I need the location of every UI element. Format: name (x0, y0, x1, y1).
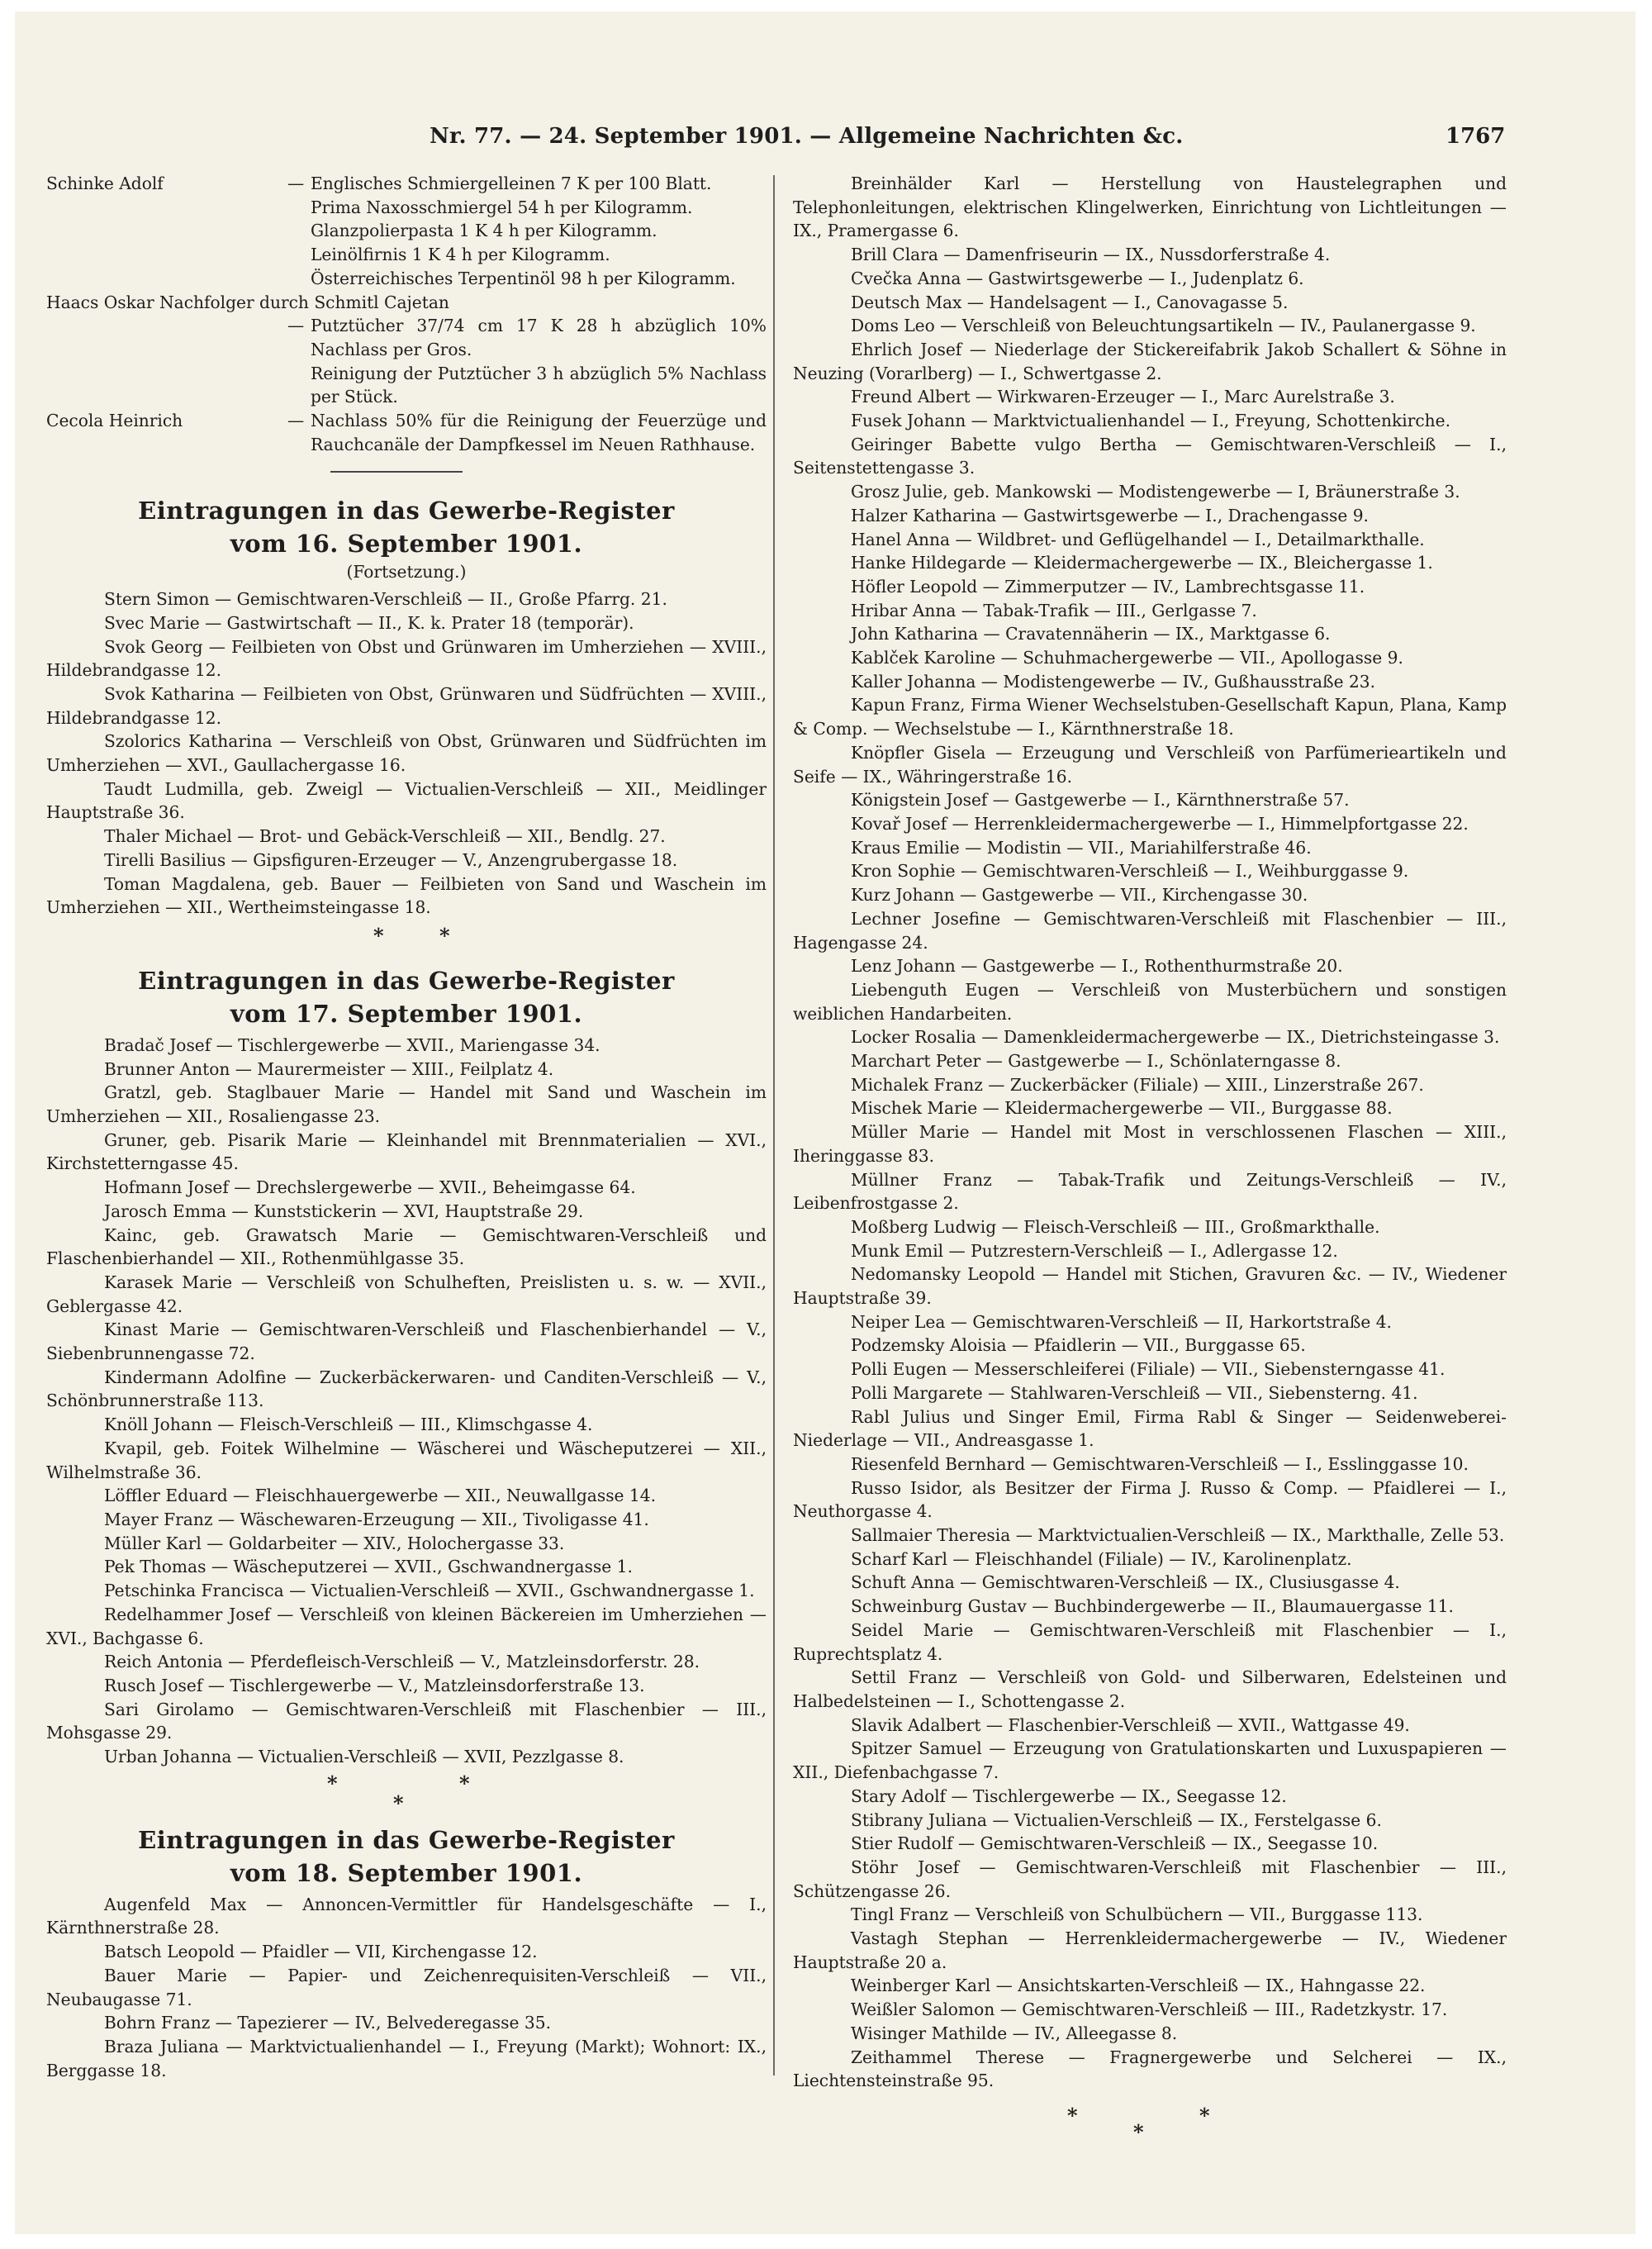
entries-list (46, 1034, 767, 1769)
page-number: 1767 (1446, 124, 1506, 149)
register-entry: Müller Marie — Handel mit Most in verschlossenen Flaschen — XIII., Iheringgasse 83. (793, 1122, 1507, 1166)
register-entry: Pek Thomas — Wäscheputzerei — XVII., Gschwandnergasse 1. (104, 1557, 633, 1577)
register-entry: Scharf Karl — Fleischhandel (Filiale) — IV., Karolinenplatz. (851, 1548, 1352, 1569)
register-entry: Kinast Marie — Gemischtwaren-Verschleiß und Flaschenbierhandel — V., Siebenbrunnengasse 72. (46, 1319, 767, 1364)
register-entry: Kindermann Adolfine — Zuckerbäckerwaren- und Canditen-Verschleiß — V., Schönbrunnerstraße 113. (46, 1367, 767, 1411)
register-entry: Polli Margarete — Stahlwaren-Verschleiß — VII., Siebensterng. 41. (851, 1382, 1418, 1403)
register-entry: Lenz Johann — Gastgewerbe — I., Rothenthurmstraße 20. (851, 956, 1343, 977)
register-entry: Podzemsky Aloisia — Pfaidlerin — VII., Burggasse 65. (851, 1335, 1306, 1356)
register-entry: Hofmann Josef — Drechslergewerbe — XVII., Beheimgasse 64. (104, 1177, 636, 1198)
register-entry: Mayer Franz — Wäschewaren-Erzeugung — XII., Tivoligasse 41. (104, 1510, 649, 1529)
register-entry: Tingl Franz — Verschleiß von Schulbüchern — VII., Burggasse 113. (851, 1904, 1423, 1925)
notice-line: Österreichisches Terpentinöl 98 h per Kilogramm. (311, 268, 736, 288)
register-entry: Weißler Salomon — Gemischtwaren-Verschleiß — III., Radetzkystr. 17. (851, 1999, 1448, 2020)
section-heading: Eintragungen in das Gewerbe-Register (138, 1825, 675, 1854)
register-entry: Braza Juliana — Marktvictualienhandel — I., Freyung (Markt); Wohnort: IX., Berggasse 18. (46, 2036, 767, 2080)
notice-line: Putztücher 37/74 cm 17 K 28 h abzüglich 10% Nachlass per Gros. (311, 316, 767, 359)
register-entry: Munk Emil — Putzrestern-Verschleiß — I., Adlergasse 12. (851, 1240, 1338, 1261)
section-heading: Eintragungen in das Gewerbe-Register (138, 497, 675, 525)
star-separator: * * (373, 923, 450, 948)
register-entry: Kablček Karoline — Schuhmachergewerbe — VII., Apollogasse 9. (851, 648, 1403, 668)
register-entry: Stary Adolf — Tischlergewerbe — IX., Seegasse 12. (851, 1785, 1287, 1806)
register-entry: Weinberger Karl — Ansichtskarten-Verschleiß — IX., Hahngasse 22. (851, 1976, 1426, 1996)
register-entry: Lechner Josefine — Gemischtwaren-Verschleiß mit Flaschenbier — III., Hagengasse 24. (793, 908, 1507, 953)
register-entry: Stier Rudolf — Gemischtwaren-Verschleiß — IX., Seegasse 10. (851, 1833, 1379, 1854)
register-entry: Grosz Julie, geb. Mankowski — Modistengewerbe — I, Bräunerstraße 3. (851, 482, 1460, 502)
register-entry: Rusch Josef — Tischlergewerbe — V., Matzleinsdorferstraße 13. (104, 1675, 645, 1695)
register-entry: Moßberg Ludwig — Fleisch-Verschleiß — III., Großmarkthalle. (851, 1216, 1380, 1237)
register-entry: Schweinburg Gustav — Buchbindergewerbe — II., Blaumauergasse 11. (851, 1596, 1454, 1617)
register-entry: Kovař Josef — Herrenkleidermachergewerbe — I., Himmelpfortgasse 22. (851, 813, 1469, 834)
register-entry: Locker Rosalia — Damenkleidermachergewerbe — IX., Dietrichsteingasse 3. (851, 1027, 1500, 1048)
register-entry: Sallmaier Theresia — Marktvictualien-Verschleiß — IX., Markthalle, Zelle 53. (851, 1525, 1505, 1546)
register-entry: Neiper Lea — Gemischtwaren-Verschleiß — II, Harkortstraße 4. (851, 1311, 1392, 1332)
register-entry: Kron Sophie — Gemischtwaren-Verschleiß — I., Weihburggasse 9. (851, 861, 1409, 882)
register-entry: Jarosch Emma — Kunststickerin — XVI, Hauptstraße 29. (104, 1201, 584, 1221)
register-entry: Mischek Marie — Kleidermachergewerbe — VII., Burggasse 88. (851, 1098, 1393, 1119)
entries-list (46, 1893, 767, 2083)
notice-line: Glanzpolierpasta 1 K 4 h per Kilogramm. (311, 221, 657, 241)
register-entry: Knöll Johann — Fleisch-Verschleiß — III., Klimschgasse 4. (104, 1415, 593, 1435)
register-entry: Toman Magdalena, geb. Bauer — Feilbieten von Sand und Waschein im Umherziehen — XII., Wertheimsteingasse 18. (46, 873, 767, 918)
notice-name: Schinke Adolf (46, 174, 164, 193)
register-entry: Thaler Michael — Brot- und Gebäck-Verschleiß — XII., Bendlg. 27. (104, 826, 666, 847)
register-entry: Freund Albert — Wirkwaren-Erzeuger — I., Marc Aurelstraße 3. (851, 387, 1395, 407)
notice-name: Haacs Oskar Nachfolger durch Schmitl Cajetan (46, 292, 449, 312)
register-section (46, 964, 767, 1769)
notice-line: Leinölfirnis 1 K 4 h per Kilogramm. (311, 245, 610, 265)
register-entry: Brunner Anton — Maurermeister — XIII., Feilplatz 4. (104, 1058, 554, 1079)
register-entry: Slavik Adalbert — Flaschenbier-Verschleiß — XVII., Wattgasse 49. (851, 1714, 1410, 1735)
register-entry: Cvečka Anna — Gastwirtsgewerbe — I., Judenplatz 6. (851, 268, 1304, 288)
register-entry: Knöpfler Gisela — Erzeugung und Verschleiß von Parfümerieartikeln und Seife — IX., Währingerstraße 16. (793, 742, 1507, 787)
register-entry: Rabl Julius und Singer Emil, Firma Rabl & Singer — Seidenweberei-Niederlage — VII., Andreasgasse 1. (793, 1406, 1507, 1451)
register-entry: Seidel Marie — Gemischtwaren-Verschleiß mit Flaschenbier — I., Ruprechtsplatz 4. (793, 1619, 1507, 1664)
register-entry: Russo Isidor, als Besitzer der Firma J. Russo & Comp. — Pfaidlerei — I., Neuthorgasse 4. (793, 1477, 1507, 1522)
register-entry: Tirelli Basilius — Gipsfiguren-Erzeuger — V., Anzengrubergasse 18. (104, 849, 678, 870)
notice-line: Reinigung der Putztücher 3 h abzüglich 5% Nachlass per Stück. (311, 363, 767, 407)
page-header (430, 124, 1506, 157)
section-date: vom 17. September 1901. (230, 999, 583, 1028)
register-entry: Stibrany Juliana — Victualien-Verschleiß — IX., Ferstelgasse 6. (851, 1809, 1382, 1830)
register-entry: Svec Marie — Gastwirtschaft — II., K. k. Prater 18 (temporär). (104, 612, 634, 633)
register-entry: Ehrlich Josef — Niederlage der Stickereifabrik Jakob Schallert & Söhne in Neuzing (Vorarlberg) — I., Schwertgasse 2. (793, 339, 1507, 383)
register-section (46, 494, 767, 920)
register-entry: Hanel Anna — Wildbret- und Geflügelhandel — I., Detailmarkthalle. (851, 529, 1425, 549)
register-entry: Müllner Franz — Tabak-Trafik und Zeitungs-Verschleiß — IV., Leibenfrostgasse 2. (793, 1169, 1507, 1214)
section-date: vom 16. September 1901. (230, 530, 583, 559)
register-entry: Svok Katharina — Feilbieten von Obst, Grünwaren und Südfrüchten — XVIII., Hildebrandgasse 12. (46, 683, 767, 728)
register-entry: Michalek Franz — Zuckerbäcker (Filiale) — XIII., Linzerstraße 267. (851, 1074, 1424, 1095)
header-title: Nr. 77. — 24. September 1901. — Allgemeine Nachrichten &c. (430, 124, 1184, 149)
right-column (793, 172, 1507, 2149)
separator-rule (330, 471, 463, 473)
notice-line: Prima Naxosschmiergel 54 h per Kilogramm. (311, 197, 693, 217)
register-entry: Sari Girolamo — Gemischtwaren-Verschleiß mit Flaschenbier — III., Mohsgasse 29. (46, 1699, 767, 1743)
register-entry: Augenfeld Max — Annoncen-Vermittler für Handelsgeschäfte — I., Kärnthnerstraße 28. (46, 1894, 767, 1938)
register-entry: Batsch Leopold — Pfaidler — VII, Kirchengasse 12. (104, 1942, 538, 1962)
register-entry: Bauer Marie — Papier- und Zeichenrequisiten-Verschleiß — VII., Neubaugasse 71. (46, 1965, 767, 2009)
entries-list (46, 587, 767, 920)
register-entry: Bohrn Franz — Tapezierer — IV., Belvederegasse 35. (104, 2013, 551, 2033)
register-entry: Kapun Franz, Firma Wiener Wechselstuben-Gesellschaft Kapun, Plana, Kamp & Comp. — Wechselstube — I., Kärnthnerstraße 18. (793, 695, 1507, 739)
register-entry: Nedomansky Leopold — Handel mit Stichen, Gravuren &c. — IV., Wiedener Hauptstraße 39. (793, 1264, 1507, 1309)
entries-list (793, 172, 1507, 2093)
register-entry: Gratzl, geb. Staglbauer Marie — Handel mit Sand und Waschein im Umherziehen — XII., Rosaliengasse 23. (46, 1082, 767, 1127)
register-entry: Wisinger Mathilde — IV., Alleegasse 8. (851, 2023, 1178, 2043)
register-entry: John Katharina — Cravatennäherin — IX., Marktgasse 6. (851, 624, 1331, 644)
register-entry: Liebenguth Eugen — Verschleiß von Musterbüchern und sonstigen weiblichen Handarbeiten. (793, 979, 1507, 1024)
star-separator: * * * (327, 1771, 470, 1815)
register-entry: Vastagh Stephan — Herrenkleidermachergewerbe — IV., Wiedener Hauptstraße 20 a. (793, 1928, 1507, 1972)
register-entry: Zeithammel Therese — Fragnergewerbe und Selcherei — IX., Liechtensteinstraße 95. (793, 2047, 1507, 2091)
section-heading: Eintragungen in das Gewerbe-Register (138, 966, 675, 995)
column-divider (773, 175, 775, 2075)
register-entry: Kraus Emilie — Modistin — VII., Mariahilferstraße 46. (851, 837, 1312, 858)
register-entry: Stöhr Josef — Gemischtwaren-Verschleiß mit Flaschenbier — III., Schützengasse 26. (793, 1857, 1507, 1901)
register-entry: Müller Karl — Goldarbeiter — XIV., Holochergasse 33. (104, 1533, 565, 1553)
notice-block: Schinke Adolf — Englisches Schmiergelleinen 7 K per 100 Blatt. Prima Naxosschmiergel 54 h per Kilogramm. Glanzpolierpasta 1 K 4 h per Kilogramm. Leinölfirnis 1 K 4 h per Kilogramm. Österreichisches Terpentinöl 98 h per Kilogramm. Haacs Oskar Nachfolger durch Schmitl Cajetan — Putztücher 37/74 cm 17 K 28 h abzüglich 10% Nachlass per Gros. Reinigung der Putztücher 3 h abzüglich 5% Nachlass per Stück. Cecola Heinrich — Nachlass 50% für die Reinigung der Feuerzüge und Rauchcanäle der Dampfkessel im Neuen Rathhause. (46, 172, 767, 456)
section-date: vom 18. September 1901. (230, 1858, 583, 1887)
register-entry: Karasek Marie — Verschleiß von Schulheften, Preislisten u. s. w. — XVII., Geblergasse 42. (46, 1272, 767, 1316)
register-entry: Petschinka Francisca — Victualien-Verschleiß — XVII., Gschwandnergasse 1. (104, 1581, 755, 1601)
star-separator: * * * (1067, 2103, 1210, 2144)
register-entry: Redelhammer Josef — Verschleiß von kleinen Bäckereien im Umherziehen — XVI., Bachgasse 6. (46, 1604, 767, 1648)
register-entry: Polli Eugen — Messerschleiferei (Filiale) — VII., Siebensterngasse 41. (851, 1359, 1446, 1380)
register-entry: Marchart Peter — Gastgewerbe — I., Schönlaterngasse 8. (851, 1051, 1341, 1072)
register-entry: Breinhälder Karl — Herstellung von Haustelegraphen und Telephonleitungen, elektrischen Klingelwerken, Einrichtung von Lichtleitungen — IX., Pramergasse 6. (793, 174, 1507, 241)
register-entry: Doms Leo — Verschleiß von Beleuchtungsartikeln — IV., Paulanergasse 9. (851, 316, 1476, 336)
register-entry: Brill Clara — Damenfriseurin — IX., Nussdorferstraße 4. (851, 245, 1331, 265)
register-entry: Geiringer Babette vulgo Bertha — Gemischtwaren-Verschleiß — I., Seitenstettengasse 3. (793, 434, 1507, 478)
register-entry: Szolorics Katharina — Verschleiß von Obst, Grünwaren und Südfrüchten im Umherziehen — XVI., Gaullachergasse 16. (46, 731, 767, 776)
register-entry: Deutsch Max — Handelsagent — I., Canovagasse 5. (851, 292, 1289, 312)
section-subheading: (Fortsetzung.) (346, 562, 467, 582)
register-entry: Fusek Johann — Marktvictualienhandel — I., Freyung, Schottenkirche. (851, 411, 1451, 431)
left-column (46, 172, 767, 2082)
register-entry: Riesenfeld Bernhard — Gemischtwaren-Verschleiß — I., Esslinggasse 10. (851, 1453, 1469, 1474)
register-entry: Hanke Hildegarde — Kleidermachergewerbe — IX., Bleichergasse 1. (851, 553, 1433, 573)
register-entry: Kaller Johanna — Modistengewerbe — IV., Gußhausstraße 23. (851, 671, 1376, 692)
register-entry: Bradač Josef — Tischlergewerbe — XVII., Mariengasse 34. (104, 1034, 601, 1055)
register-entry: Schuft Anna — Gemischtwaren-Verschleiß — IX., Clusiusgasse 4. (851, 1572, 1400, 1593)
register-entry: Königstein Josef — Gastgewerbe — I., Kärnthnerstraße 57. (851, 790, 1350, 811)
register-entry: Urban Johanna — Victualien-Verschleiß — XVII, Pezzlgasse 8. (104, 1747, 624, 1767)
notice-line: Englisches Schmiergelleinen 7 K per 100 Blatt. (311, 174, 712, 193)
register-entry: Kvapil, geb. Foitek Wilhelmine — Wäscherei und Wäscheputzerei — XII., Wilhelmstraße 36. (46, 1438, 767, 1482)
register-entry: Gruner, geb. Pisarik Marie — Kleinhandel mit Brennmaterialien — XVI., Kirchstetterngasse 45. (46, 1129, 767, 1174)
register-section (46, 1823, 767, 2083)
register-entry: Stern Simon — Gemischtwaren-Verschleiß — II., Große Pfarrg. 21. (104, 589, 667, 610)
register-entry: Hribar Anna — Tabak-Trafik — III., Gerlgasse 7. (851, 600, 1257, 620)
register-entry: Halzer Katharina — Gastwirtsgewerbe — I., Drachengasse 9. (851, 505, 1369, 525)
notice-line: Nachlass 50% für die Reinigung der Feuerzüge und Rauchcanäle der Dampfkessel im Neuen Rathhause. (311, 410, 767, 454)
register-entry: Spitzer Samuel — Erzeugung von Gratulationskarten und Luxuspapieren — XII., Diefenbachgasse 7. (793, 1738, 1507, 1783)
notice-name: Cecola Heinrich (46, 410, 183, 430)
register-entry: Kainc, geb. Grawatsch Marie — Gemischtwaren-Verschleiß und Flaschenbierhandel — XII., Rothenmühlgasse 35. (46, 1224, 767, 1269)
register-entry: Settil Franz — Verschleiß von Gold- und Silberwaren, Edelsteinen und Halbedelsteinen — I., Schottengasse 2. (793, 1667, 1507, 1711)
register-entry: Löffler Eduard — Fleischhauergewerbe — XII., Neuwallgasse 14. (104, 1486, 657, 1506)
register-entry: Taudt Ludmilla, geb. Zweigl — Victualien-Verschleiß — XII., Meidlinger Hauptstraße 36. (46, 778, 767, 823)
register-entry: Svok Georg — Feilbieten von Obst und Grünwaren im Umherziehen — XVIII., Hildebrandgasse 12. (46, 636, 767, 681)
register-entry: Höfler Leopold — Zimmerputzer — IV., Lambrechtsgasse 11. (851, 576, 1365, 597)
register-entry: Reich Antonia — Pferdefleisch-Verschleiß — V., Matzleinsdorferstr. 28. (104, 1652, 700, 1672)
register-entry: Kurz Johann — Gastgewerbe — VII., Kirchengasse 30. (851, 885, 1308, 906)
